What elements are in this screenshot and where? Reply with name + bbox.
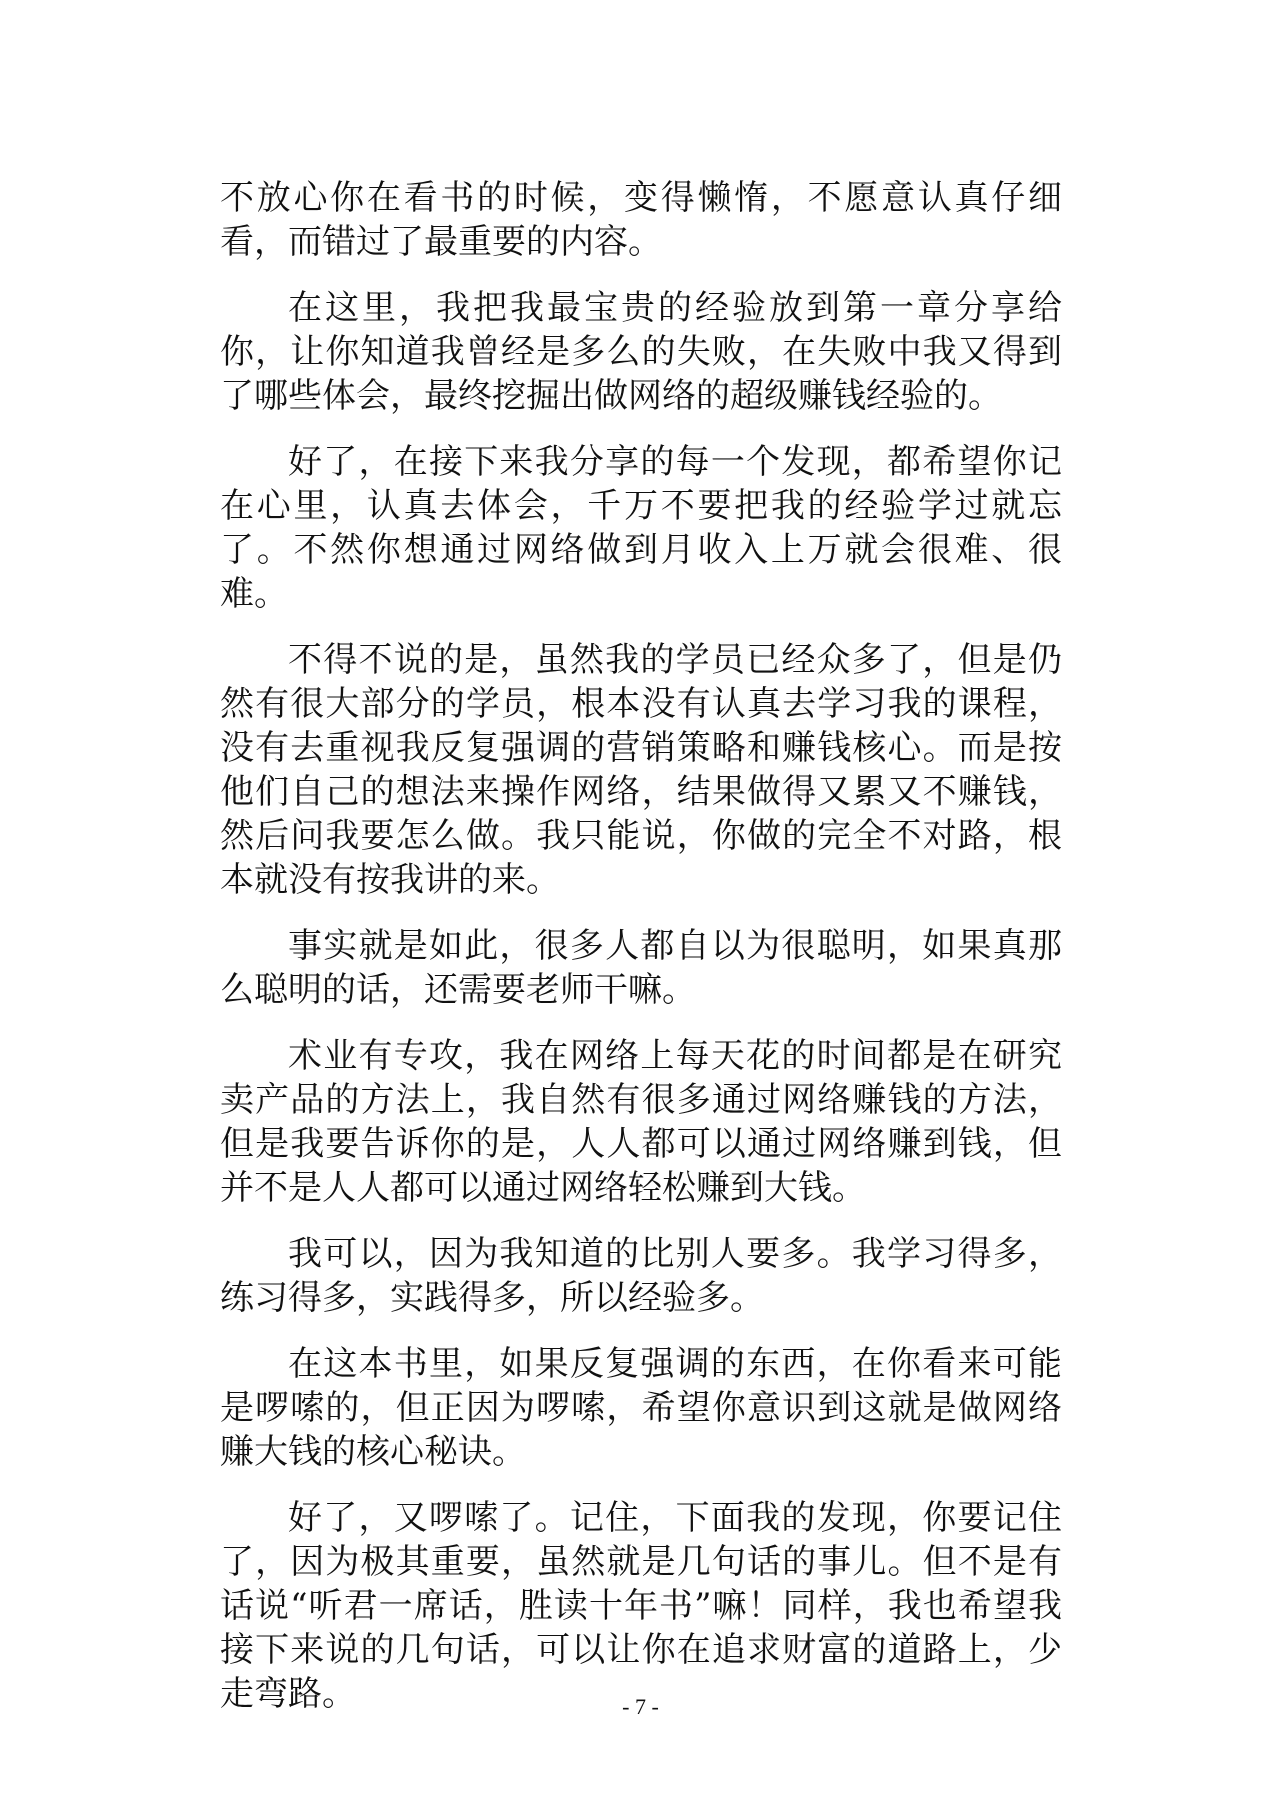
paragraph-9: 好了，又啰嗦了。记住，下面我的发现，你要记住了，因为极其重要，虽然就是几句话的事儿。但不是有话说“听君一席话，胜读十年书”嘛！同样，我也希望我接下来说的几句话，可以让你在追求财富的道路上，少走弯路。 — [220, 1498, 1062, 1714]
paragraph-5: 事实就是如此，很多人都自以为很聪明，如果真那么聪明的话，还需要老师干嘛。 — [220, 926, 1062, 1010]
paragraph-8: 在这本书里，如果反复强调的东西，在你看来可能是啰嗦的，但正因为啰嗦，希望你意识到这就是做网络赚大钱的核心秘诀。 — [220, 1344, 1062, 1472]
page-number: - 7 - — [622, 1694, 659, 1719]
paragraph-7: 我可以，因为我知道的比别人要多。我学习得多，练习得多，实践得多，所以经验多。 — [220, 1234, 1062, 1318]
document-body — [220, 176, 1062, 1738]
paragraph-1: 不放心你在看书的时候，变得懒惰，不愿意认真仔细看，而错过了最重要的内容。 — [220, 178, 1062, 262]
paragraph-2: 在这里，我把我最宝贵的经验放到第一章分享给你，让你知道我曾经是多么的失败，在失败中我又得到了哪些体会，最终挖掘出做网络的超级赚钱经验的。 — [220, 288, 1062, 416]
paragraph-6: 术业有专攻，我在网络上每天花的时间都是在研究卖产品的方法上，我自然有很多通过网络赚钱的方法，但是我要告诉你的是，人人都可以通过网络赚到钱，但并不是人人都可以通过网络轻松赚到大钱。 — [220, 1036, 1062, 1208]
paragraph-4: 不得不说的是，虽然我的学员已经众多了，但是仍然有很大部分的学员，根本没有认真去学习我的课程，没有去重视我反复强调的营销策略和赚钱核心。而是按他们自己的想法来操作网络，结果做得又累又不赚钱，然后问我要怎么做。我只能说，你做的完全不对路，根本就没有按我讲的来。 — [220, 640, 1062, 900]
paragraph-3: 好了，在接下来我分享的每一个发现，都希望你记在心里，认真去体会，千万不要把我的经验学过就忘了。不然你想通过网络做到月收入上万就会很难、很难。 — [220, 442, 1062, 614]
